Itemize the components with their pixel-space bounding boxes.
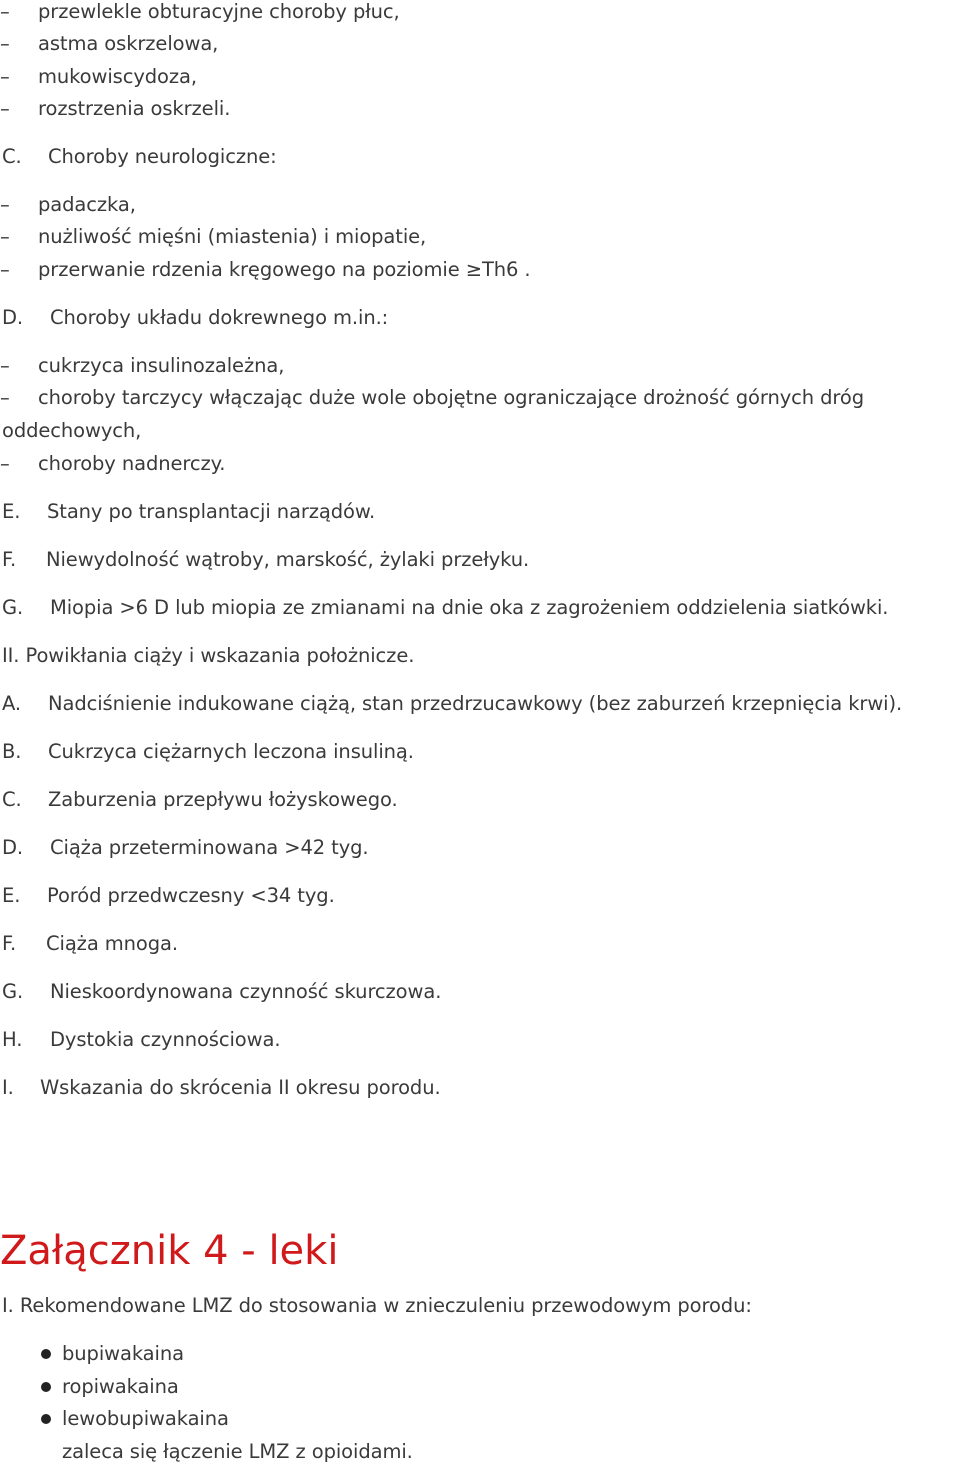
item-letter: A. [2, 692, 21, 715]
list-item-text: astma oskrzelowa, [38, 32, 219, 55]
item-letter: I. [2, 1076, 14, 1099]
section-letter: C. [2, 145, 22, 168]
section-title: Choroby neurologiczne: [48, 145, 277, 168]
list-item-text: przerwanie rdzenia kręgowego na poziomie ≥Th6 . [38, 258, 531, 281]
list-item-text: przewlekle obturacyjne choroby płuc, [38, 0, 400, 23]
dash-marker: – [0, 32, 10, 55]
section-title: Miopia >6 D lub miopia ze zmianami na dnie oka z zagrożeniem oddzielenia siatkówki. [50, 596, 889, 619]
item-text: Nadciśnienie indukowane ciążą, stan przedrzucawkowy (bez zaburzeń krzepnięcia krwi). [48, 692, 903, 715]
item-letter: F. [2, 932, 17, 955]
section-title: Choroby układu dokrewnego m.in.: [50, 306, 389, 329]
dash-marker: – [0, 193, 10, 216]
item-letter: G. [2, 980, 24, 1003]
dash-marker: – [0, 386, 10, 409]
section-letter: D. [2, 306, 24, 329]
list-item-text: choroby tarczycy włączając duże wole obojętne ograniczające drożność górnych dróg [38, 386, 865, 409]
dash-marker: – [0, 258, 10, 281]
item-text: Nieskoordynowana czynność skurczowa. [50, 980, 442, 1003]
list-item-text: mukowiscydoza, [38, 65, 197, 88]
dash-marker: – [0, 97, 10, 120]
item-text: Dystokia czynnościowa. [50, 1028, 281, 1051]
list-item-text: ropiwakaina [62, 1375, 179, 1398]
note-text: zaleca się łączenie LMZ z opioidami. [62, 1440, 413, 1463]
list-item-text: bupiwakaina [62, 1342, 184, 1365]
item-text: Poród przedwczesny <34 tyg. [47, 884, 335, 907]
bullet-icon [41, 1414, 51, 1424]
list-item-text: lewobupiwakaina [62, 1407, 229, 1430]
dash-marker: – [0, 354, 10, 377]
item-text: Zaburzenia przepływu łożyskowego. [48, 788, 398, 811]
list-item-text: rozstrzenia oskrzeli. [38, 97, 231, 120]
list-item-text: nużliwość mięśni (miastenia) i miopatie, [38, 225, 427, 248]
dash-marker: – [0, 65, 10, 88]
item-text: Ciąża mnoga. [46, 932, 178, 955]
part-heading: II. Powikłania ciąży i wskazania położnicze. [2, 644, 415, 667]
list-item-text: choroby nadnerczy. [38, 452, 226, 475]
item-text: Ciąża przeterminowana >42 tyg. [50, 836, 369, 859]
item-letter: B. [2, 740, 22, 763]
dash-marker: – [0, 452, 10, 475]
list-item-continuation: oddechowych, [2, 419, 142, 442]
item-letter: H. [2, 1028, 23, 1051]
dash-marker: – [0, 0, 10, 23]
annex-title: Załącznik 4 - leki [0, 1228, 339, 1274]
item-letter: C. [2, 788, 22, 811]
section-letter: E. [2, 500, 21, 523]
section-letter: G. [2, 596, 24, 619]
item-letter: D. [2, 836, 24, 859]
bullet-icon [41, 1349, 51, 1359]
section-title: Niewydolność wątroby, marskość, żylaki przełyku. [46, 548, 530, 571]
item-letter: E. [2, 884, 21, 907]
item-text: Wskazania do skrócenia II okresu porodu. [40, 1076, 441, 1099]
list-item-text: padaczka, [38, 193, 136, 216]
section-letter: F. [2, 548, 17, 571]
bullet-icon [41, 1382, 51, 1392]
dash-marker: – [0, 225, 10, 248]
annex-intro: I. Rekomendowane LMZ do stosowania w znieczuleniu przewodowym porodu: [2, 1294, 752, 1317]
item-text: Cukrzyca ciężarnych leczona insuliną. [48, 740, 414, 763]
section-title: Stany po transplantacji narządów. [47, 500, 376, 523]
list-item-text: cukrzyca insulinozależna, [38, 354, 285, 377]
